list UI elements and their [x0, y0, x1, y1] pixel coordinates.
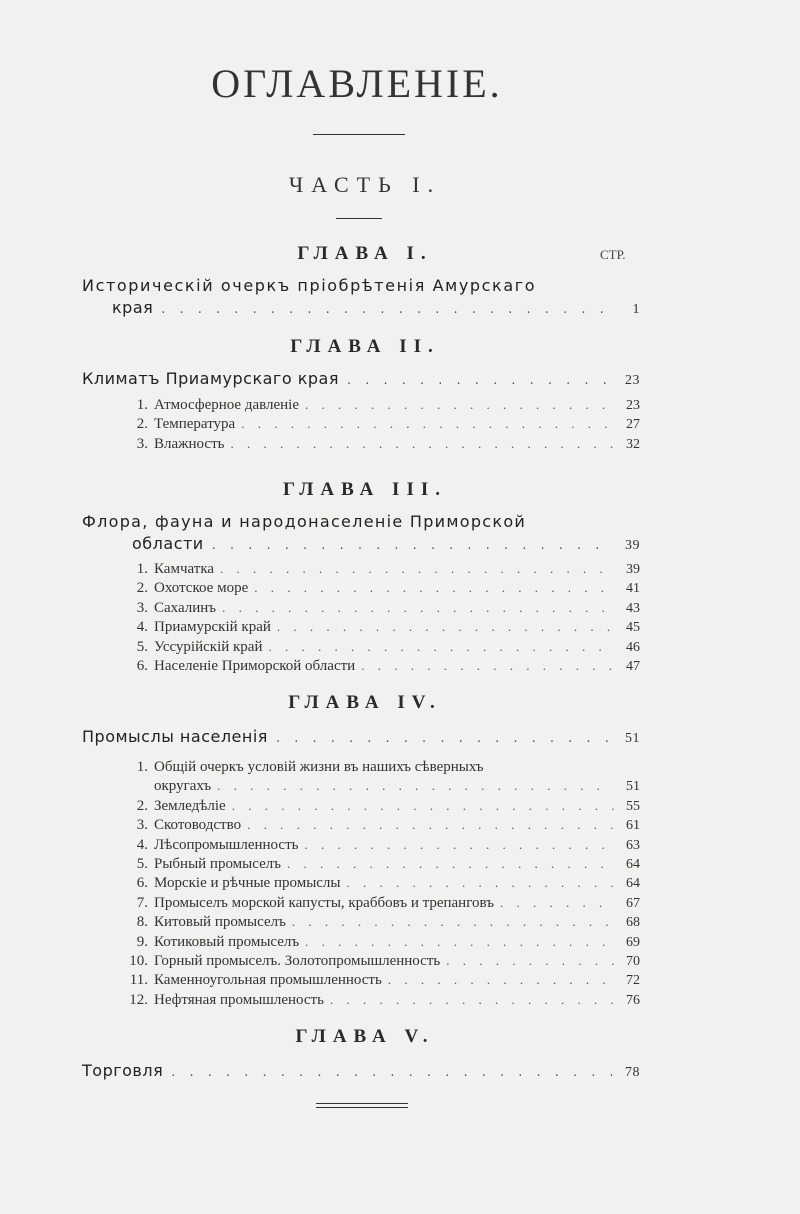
- section-number: 2.: [136, 797, 148, 814]
- leader-dots: [222, 600, 614, 616]
- section-number: 2.: [136, 580, 148, 597]
- section-item: [122, 934, 640, 953]
- leader-dots: [446, 953, 614, 969]
- leader-dots: [347, 875, 615, 891]
- section-number: 1.: [136, 561, 148, 577]
- section-item: [122, 837, 640, 856]
- page-number: 64: [626, 876, 640, 892]
- page-number: 45: [626, 620, 640, 636]
- section-item: [122, 397, 640, 416]
- section-title: Промыселъ морской капусты, краббовъ и трепанговъ: [154, 894, 494, 911]
- page-number: 64: [626, 856, 640, 872]
- leader-dots: [161, 302, 612, 317]
- end-rule: [316, 1103, 408, 1104]
- entry-line: [82, 727, 640, 748]
- leader-dots: [232, 798, 614, 814]
- section-list: [122, 759, 640, 1011]
- leader-dots: [292, 914, 614, 930]
- chapter-entry: [82, 512, 640, 555]
- page-number: 67: [626, 895, 640, 911]
- section-title: Влажность: [154, 435, 225, 452]
- section-item: [122, 600, 640, 619]
- leader-dots: [171, 1065, 612, 1080]
- section-title: Приамурскій край: [154, 619, 271, 636]
- page-number: 72: [626, 973, 640, 989]
- page-number: 1: [632, 302, 640, 317]
- section-item: [122, 759, 640, 798]
- section-title: Уссурійскій край: [154, 638, 263, 655]
- section-title: Атмосферное давленіе: [154, 397, 300, 413]
- chapter-entry: [82, 1061, 640, 1082]
- section-item: [122, 992, 640, 1011]
- leader-dots: [220, 561, 614, 577]
- page-number: 47: [626, 658, 640, 674]
- section-item: [122, 972, 640, 991]
- entry-title: Торговля: [82, 1061, 164, 1080]
- entry-line: [82, 534, 640, 555]
- leader-dots: [276, 731, 612, 746]
- leader-dots: [347, 373, 612, 388]
- leader-dots: [361, 658, 614, 674]
- section-title: Населеніе Приморской области: [154, 657, 356, 674]
- section-title: Горный промыселъ. Золотопромышленность: [154, 952, 441, 969]
- chapter-heading: ГЛАВА IV.: [288, 692, 442, 713]
- section-item: [122, 561, 640, 580]
- entry-title-cont: области: [132, 534, 204, 553]
- entry-title-line: Историческій очеркъ пріобрѣтенія Амурскаго: [82, 276, 537, 295]
- section-item: [122, 895, 640, 914]
- section-number: 8.: [136, 914, 148, 931]
- section-title: Каменноугольная промышленность: [154, 972, 382, 989]
- leader-dots: [388, 972, 614, 988]
- chapter-heading: ГЛАВА V.: [295, 1026, 435, 1047]
- section-number: 2.: [136, 416, 148, 433]
- page-number: 39: [626, 562, 640, 577]
- leader-dots: [212, 538, 612, 553]
- chapter-heading: ГЛАВА II.: [290, 336, 440, 357]
- page-number: 32: [626, 436, 640, 452]
- section-number: 3.: [136, 817, 148, 834]
- section-number: 3.: [136, 435, 148, 452]
- section-number: 4.: [136, 836, 148, 853]
- section-number: 7.: [136, 894, 148, 911]
- page-number: 46: [626, 639, 640, 655]
- section-item: [122, 817, 640, 836]
- leader-dots: [277, 619, 614, 635]
- page-number: 41: [626, 581, 640, 597]
- section-number: 11.: [129, 972, 148, 989]
- page-number: 51: [625, 731, 640, 746]
- section-item: [122, 953, 640, 972]
- leader-dots: [254, 580, 614, 596]
- leader-dots: [305, 397, 614, 413]
- leader-dots: [304, 837, 614, 853]
- section-item: [122, 658, 640, 677]
- leader-dots: [217, 778, 614, 794]
- section-number: 1.: [136, 397, 148, 413]
- leader-dots: [241, 416, 614, 432]
- section-title: Нефтяная промышленость: [154, 991, 324, 1008]
- section-item: [122, 875, 640, 894]
- leader-dots: [269, 639, 615, 655]
- chapter-entry: [82, 727, 640, 748]
- section-title: Котиковый промыселъ: [154, 933, 300, 950]
- chapter-heading: ГЛАВА I.: [297, 243, 433, 264]
- entry-line: [82, 369, 640, 390]
- section-number: 9.: [136, 933, 148, 950]
- page-number: 43: [626, 600, 640, 616]
- section-item: [122, 856, 640, 875]
- entry-line: [82, 1061, 640, 1082]
- chapter-entry: [82, 369, 640, 390]
- section-number: 12.: [129, 991, 148, 1008]
- section-title-cont-line: [122, 778, 640, 797]
- section-title: Общій очеркъ условій жизни въ нашихъ сѣверныхъ: [154, 759, 484, 775]
- section-title-line: [122, 759, 640, 778]
- entry-title: Климатъ Приамурскаго края: [82, 369, 339, 388]
- section-item: [122, 914, 640, 933]
- section-title: Температура: [154, 416, 236, 433]
- page-number: 61: [626, 818, 640, 834]
- leader-dots: [500, 895, 614, 911]
- page-number: 23: [626, 398, 640, 413]
- page-number: 76: [626, 992, 640, 1008]
- part-rule: [336, 218, 382, 219]
- title-rule: [313, 134, 405, 135]
- section-number: 6.: [136, 657, 148, 674]
- section-title: Земледѣліе: [154, 797, 226, 814]
- chapter-heading: ГЛАВА III.: [283, 479, 447, 500]
- chapter-entry: [82, 276, 640, 319]
- page-number: 27: [626, 417, 640, 433]
- page-number: 69: [626, 934, 640, 950]
- page-number: 23: [625, 373, 640, 388]
- section-title: Охотское море: [154, 580, 249, 597]
- leader-dots: [287, 856, 614, 872]
- part-heading: ЧАСТЬ I.: [288, 172, 442, 197]
- page-number: 68: [626, 915, 640, 931]
- section-title: Скотоводство: [154, 817, 242, 834]
- end-rule: [316, 1107, 408, 1108]
- section-list: [122, 397, 640, 455]
- entry-line: [82, 298, 640, 319]
- section-title: Камчатка: [154, 561, 215, 577]
- leader-dots: [330, 992, 614, 1008]
- section-item: [122, 416, 640, 435]
- page-number: 78: [625, 1065, 640, 1080]
- page-number: 63: [626, 837, 640, 853]
- section-title: Лѣсопромышленность: [154, 836, 299, 853]
- section-item: [122, 798, 640, 817]
- entry-title-line: Флора, фауна и народонаселеніе Приморской: [82, 512, 527, 531]
- page-number: 51: [626, 779, 640, 795]
- page-number: 39: [625, 538, 640, 553]
- section-number: 5.: [136, 855, 148, 872]
- leader-dots: [247, 817, 614, 833]
- section-number: 3.: [136, 599, 148, 616]
- section-title: Морскіе и рѣчные промыслы: [154, 875, 341, 892]
- page-column-label: СТР.: [600, 247, 626, 262]
- section-title-cont: округахъ: [154, 778, 212, 795]
- leader-dots: [230, 436, 614, 452]
- leader-dots: [305, 934, 614, 950]
- section-title: Китовый промыселъ: [154, 914, 286, 931]
- section-number: 10.: [129, 952, 148, 969]
- section-item: [122, 639, 640, 658]
- page-number: 55: [626, 798, 640, 814]
- section-number: 1.: [136, 759, 148, 775]
- section-item: [122, 436, 640, 455]
- section-title: Сахалинъ: [154, 599, 217, 616]
- page-title: ОГЛАВЛЕНІЕ.: [211, 61, 503, 106]
- section-number: 5.: [136, 638, 148, 655]
- section-item: [122, 580, 640, 599]
- section-title: Рыбный промыселъ: [154, 855, 281, 872]
- page-number: 70: [626, 953, 640, 969]
- section-number: 4.: [136, 619, 148, 636]
- entry-title-cont: края: [112, 298, 154, 317]
- entry-title: Промыслы населенія: [82, 727, 268, 746]
- section-number: 6.: [136, 875, 148, 892]
- section-item: [122, 619, 640, 638]
- section-list: [122, 561, 640, 677]
